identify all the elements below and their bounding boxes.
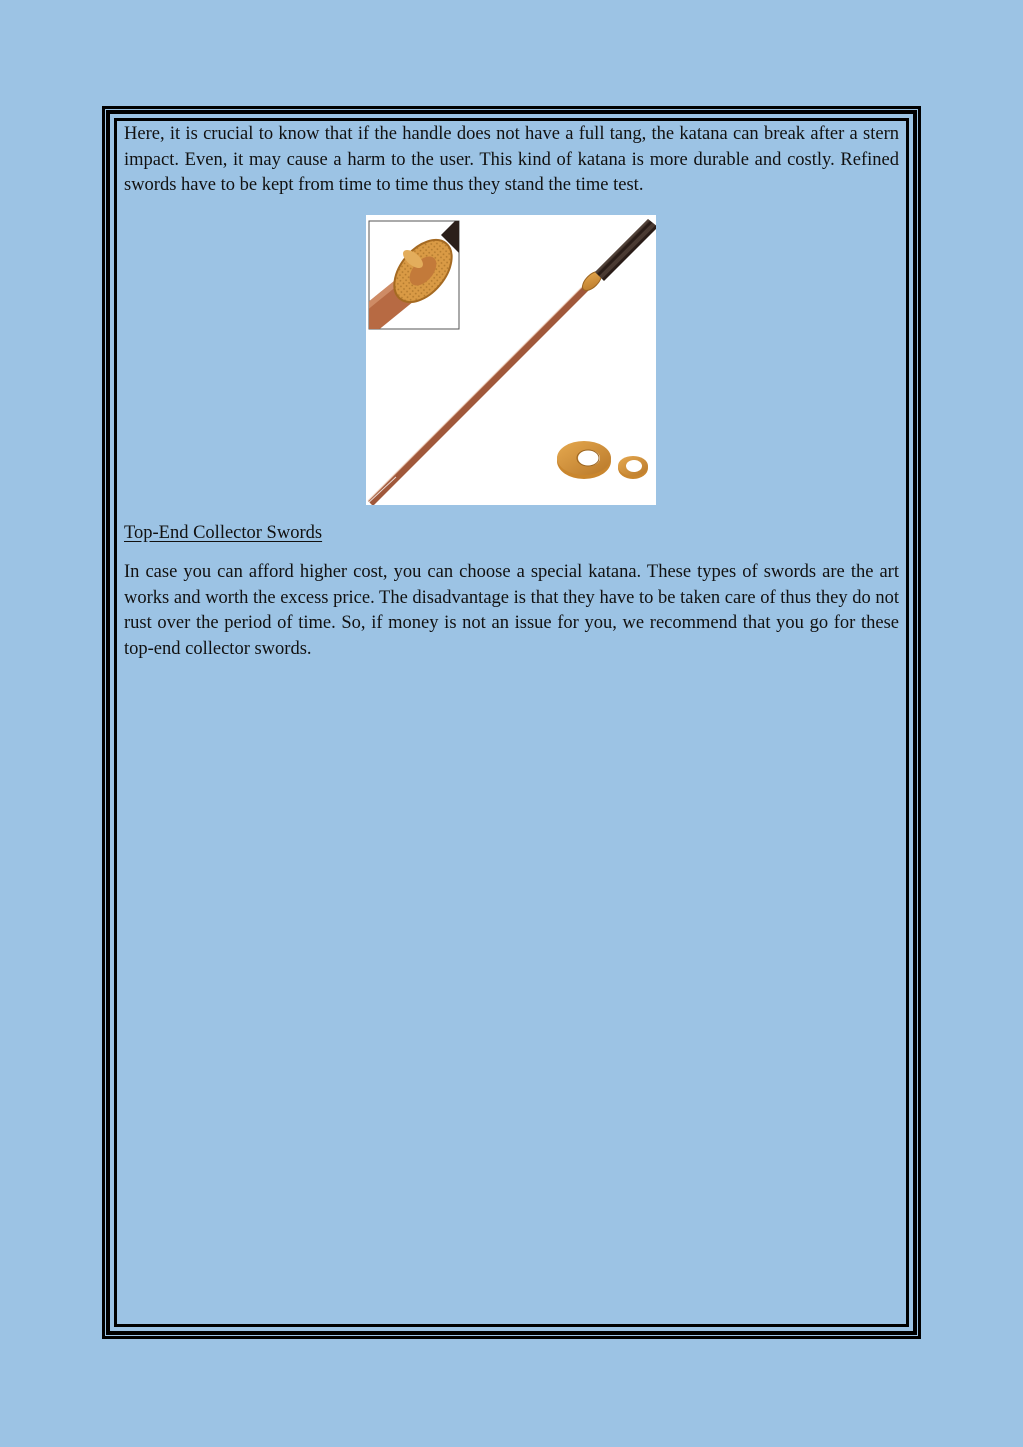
katana-handle [595, 219, 656, 281]
katana-image [366, 215, 656, 505]
document-body [124, 122, 899, 199]
spare-tsuba-rings [557, 441, 648, 479]
inset-zoom-box [366, 215, 476, 340]
intro-paragraph: Here, it is crucial to know that if the handle does not have a full tang, the katana can break after a stern impact. Even, it may cause a harm to the user. This kind of katana is more durable and costly. Refined swords have to be kept from time to time thus they stand the time test. [124, 124, 899, 196]
section-heading: Top-End Collector Swords [124, 523, 323, 543]
katana-illustration [366, 215, 656, 505]
collector-paragraph: In case you can afford higher cost, you can choose a special katana. These types of swords are the art works and worth the excess price. The disadvantage is that they have to be taken care of thus they do not rust over the period of time. So, if money is not an issue for you, we recommend that you go for these top-end collector swords. [124, 562, 899, 659]
